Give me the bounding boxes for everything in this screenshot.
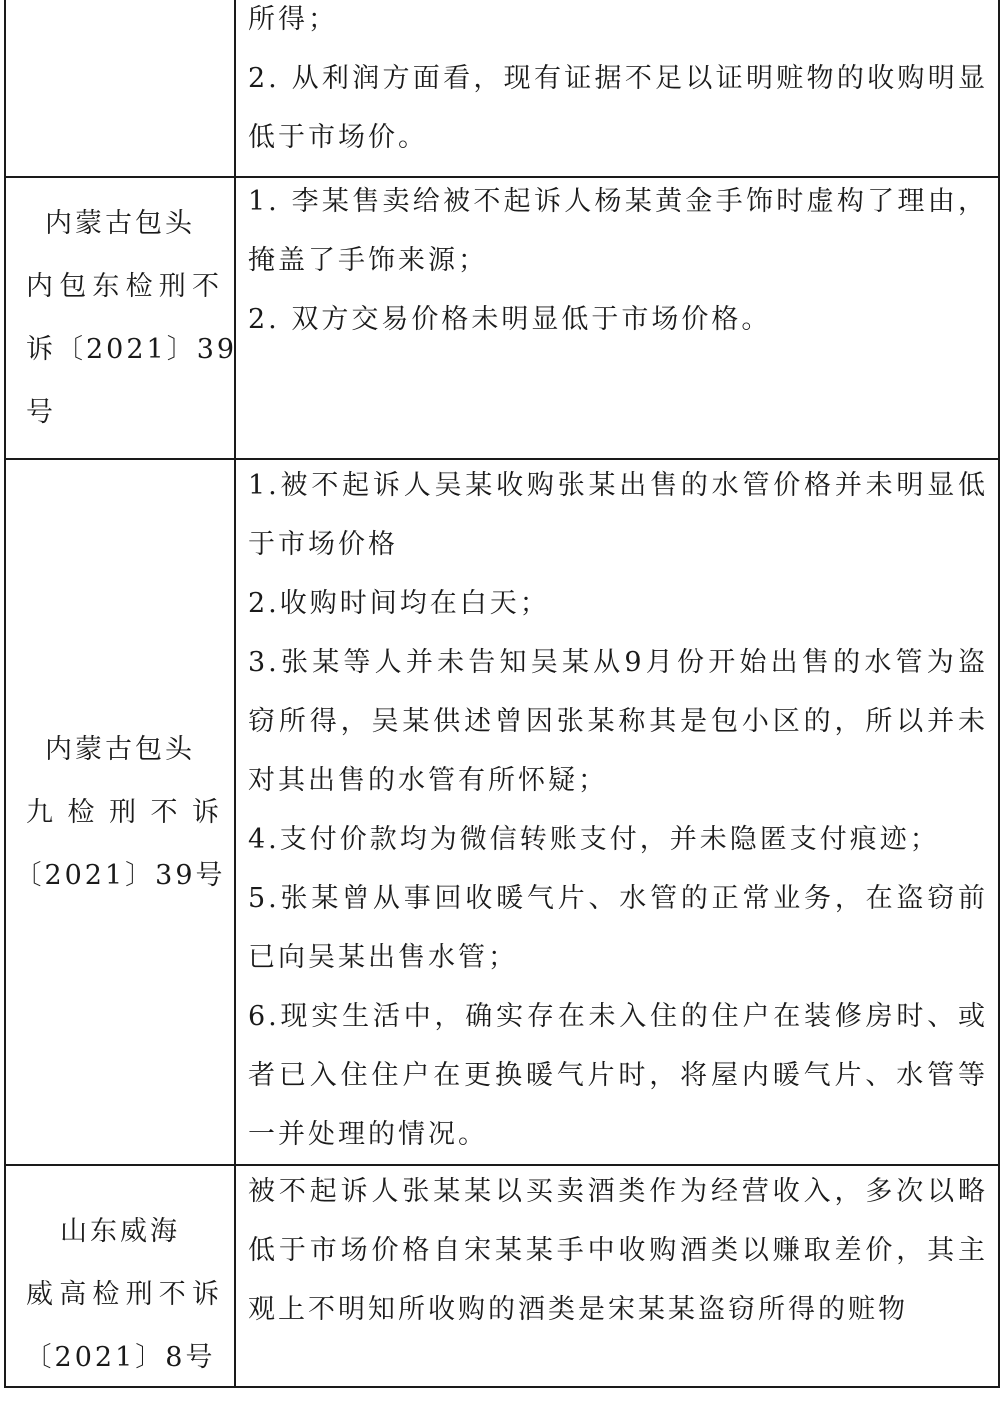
reason-item: 1.被不起诉人吴某收购张某出售的水管价格并未明显低于市场价格 bbox=[248, 470, 988, 560]
case-id-line: 〔2021〕8号 bbox=[24, 1341, 216, 1373]
reason-item: 5.张某曾从事回收暖气片、水管的正常业务，在盗窃前已向吴某出售水管； bbox=[248, 883, 988, 973]
reasons-cell bbox=[235, 459, 999, 1165]
reasons-cell bbox=[235, 0, 999, 177]
case-id-line: 内蒙古包头 bbox=[45, 208, 195, 239]
reason-item: 6.现实生活中，确实存在未入住的住户在装修房时、或者已入住住户在更换暖气片时，将屋内暖气片、水管等一并处理的情况。 bbox=[248, 1001, 988, 1150]
reason-item: 2.收购时间均在白天； bbox=[248, 588, 550, 619]
case-id-line: 山东威海 bbox=[60, 1215, 180, 1247]
table-row bbox=[5, 459, 999, 1165]
case-id-cell bbox=[5, 459, 235, 1165]
case-id-line: 内包东检刑不 bbox=[26, 271, 222, 302]
case-id-cell bbox=[5, 0, 235, 177]
case-id-line: 内蒙古包头 bbox=[45, 733, 195, 765]
table-row bbox=[5, 1165, 999, 1387]
case-id-cell bbox=[5, 1165, 235, 1387]
case-id-line: 号 bbox=[26, 397, 56, 428]
case-id-line: 诉〔2021〕39 bbox=[26, 334, 238, 365]
reason-item: 2. 双方交易价格未明显低于市场价格。 bbox=[248, 304, 772, 335]
reasons-cell bbox=[235, 1165, 999, 1387]
case-id-line: 九检刑不诉 bbox=[26, 796, 222, 828]
table-row bbox=[5, 177, 999, 459]
table-row bbox=[5, 0, 999, 177]
reason-item: 4.支付价款均为微信转账支付，并未隐匿支付痕迹； bbox=[248, 824, 940, 855]
reason-item: 所得； bbox=[248, 4, 338, 35]
reason-item: 3.张某等人并未告知吴某从9月份开始出售的水管为盗窃所得，吴某供述曾因张某称其是包小区的，所以并未对其出售的水管有所怀疑； bbox=[248, 647, 988, 796]
reason-item: 1. 李某售卖给被不起诉人杨某黄金手饰时虚构了理由，掩盖了手饰来源； bbox=[248, 186, 988, 276]
case-id-line: 威高检刑不诉 bbox=[26, 1278, 222, 1310]
reason-item: 2. 从利润方面看，现有证据不足以证明赃物的收购明显低于市场价。 bbox=[248, 63, 988, 153]
case-id-line: 〔2021〕39号 bbox=[14, 859, 226, 891]
reason-item: 被不起诉人张某某以买卖酒类作为经营收入，多次以略低于市场价格自宋某某手中收购酒类以赚取差价，其主观上不明知所收购的酒类是宋某某盗窃所得的赃物 bbox=[248, 1176, 988, 1325]
reasons-cell bbox=[235, 177, 999, 459]
case-id-cell bbox=[5, 177, 238, 459]
case-table bbox=[4, 0, 1000, 1388]
